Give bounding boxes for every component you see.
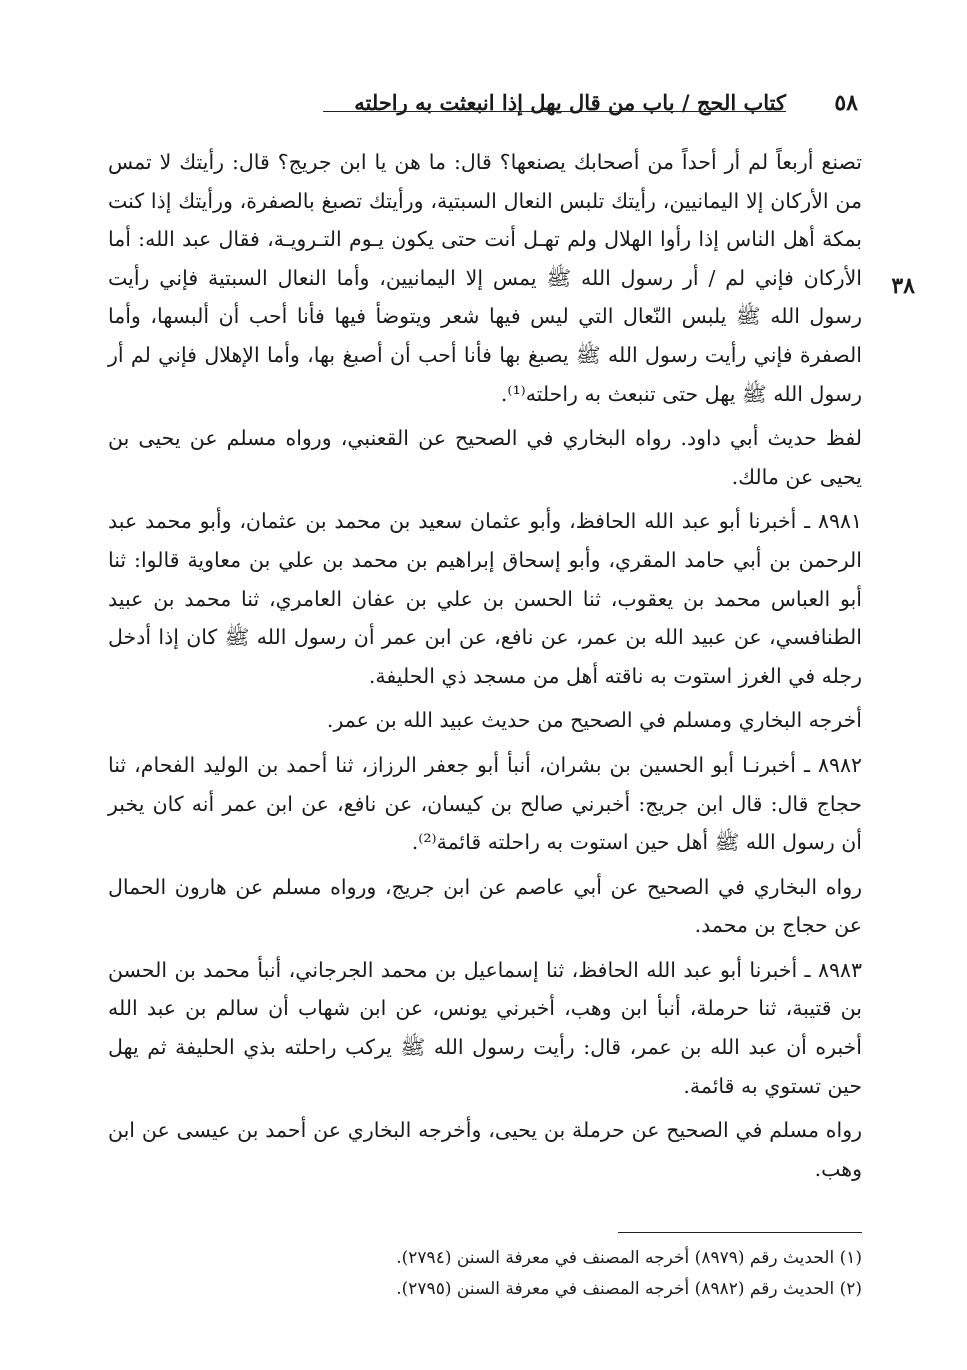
paragraph: أخرجه البخاري ومسلم في الصحيح من حديث عبيد الله بن عمر. bbox=[326, 708, 862, 733]
paragraph: تصنع أربعاً لم أر أحداً من أصحابك يصنعها؟ قال: ما هن يا ابن جريج؟ قال: رأيتك لا تمس من الأركان إلا اليمانيين، رأيتك تلبس النعال السبتية، ورأيتك تصبغ بالصفرة، ورأيتك إذا كنت بمكة أهل الناس إذا رأوا الهلال ولم تهـل أنت حتى يكون يـوم التـرويـة، فقال عبد الله: أما الأركان فإني لم / أر رسول الله ﷺ يمس إلا اليمانيين، وأما النعال السبتية فإني رأيت رسول الله ﷺ يلبس النّعال التي ليس فيها شعر ويتوضأ فيها فأنا أحب أن ألبسها، وأما الصفرة فإني رأيت رسول الله ﷺ يصبغ بها فأنا أحب أن أصبغ بها، وأما الإهلال فإني لم أر رسول الله ﷺ يهل حتى تنبعث به راحلته⁽¹⁾. bbox=[108, 150, 862, 406]
main-text bbox=[108, 143, 862, 1188]
header-rule bbox=[323, 111, 786, 112]
page-number: ٥٨ bbox=[834, 90, 858, 116]
footnotes bbox=[108, 1243, 862, 1305]
paragraph: لفظ حديث أبي داود. رواه البخاري في الصحيح عن القعنبي، ورواه مسلم عن يحيى بن يحيى عن مالك. bbox=[108, 426, 862, 489]
margin-volume-marker: ٣٨ bbox=[891, 273, 915, 299]
hadith-8982: ٨٩٨٢ ـ أخبرنـا أبو الحسين بن بشران، أنبأ أبو جعفر الرزاز، ثنا أحمد بن الوليد الفحام، ثنا حجاج قال: قال ابن جريج: أخبرني صالح بن كيسان، عن نافع، عن ابن عمر أنه كان يخبر أن رسول الله ﷺ أهل حين استوت به راحلته قائمة⁽²⁾. bbox=[108, 752, 862, 855]
hadith-8981: ٨٩٨١ ـ أخبرنا أبو عبد الله الحافظ، وأبو عثمان سعيد بن محمد بن عثمان، وأبو محمد عبد الرحمن بن أبي حامد المقري، وأبو إسحاق إبراهيم بن محمد بن علي بن معاوية قالوا: ثنا أبو العباس محمد بن يعقوب، ثنا الحسن بن علي بن عفان العامري، ثنا محمد بن عبيد الطنافسي، عن عبيد الله بن عمر، عن نافع، عن ابن عمر أن رسول الله ﷺ كان إذا أدخل رجله في الغرز استوت به ناقته أهل من مسجد ذي الحليفة. bbox=[108, 509, 862, 688]
footnote: (١) الحديث رقم (٨٩٧٩) أخرجه المصنف في معرفة السنن (٢٧٩٤). bbox=[396, 1248, 862, 1268]
paragraph: رواه البخاري في الصحيح عن أبي عاصم عن ابن جريج، ورواه مسلم عن هارون الحمال عن حجاج بن محمد. bbox=[108, 874, 862, 938]
hadith-8983: ٨٩٨٣ ـ أخبرنا أبو عبد الله الحافظ، ثنا إسماعيل بن محمد الجرجاني، أنبأ محمد بن الحسن بن قتيبة، ثنا حرملة، أنبأ ابن وهب، أخبرني يونس، عن ابن شهاب أن سالم بن عبد الله أخبره أن عبد الله بن عمر، قال: رأيت رسول الله ﷺ يركب راحلته بذي الحليفة ثم يهل حين تستوي به قائمة. bbox=[108, 957, 862, 1098]
page-header bbox=[108, 90, 858, 122]
footnote-separator bbox=[618, 1232, 862, 1233]
footnote: (٢) الحديث رقم (٨٩٨٢) أخرجه المصنف في معرفة السنن (٢٧٩٥). bbox=[396, 1279, 862, 1299]
running-title: كتاب الحج / باب من قال يهل إذا انبعثت به راحلته bbox=[354, 90, 786, 115]
paragraph: رواه مسلم في الصحيح عن حرملة بن يحيى، وأخرجه البخاري عن أحمد بن عيسى عن ابن وهب. bbox=[108, 1118, 862, 1181]
